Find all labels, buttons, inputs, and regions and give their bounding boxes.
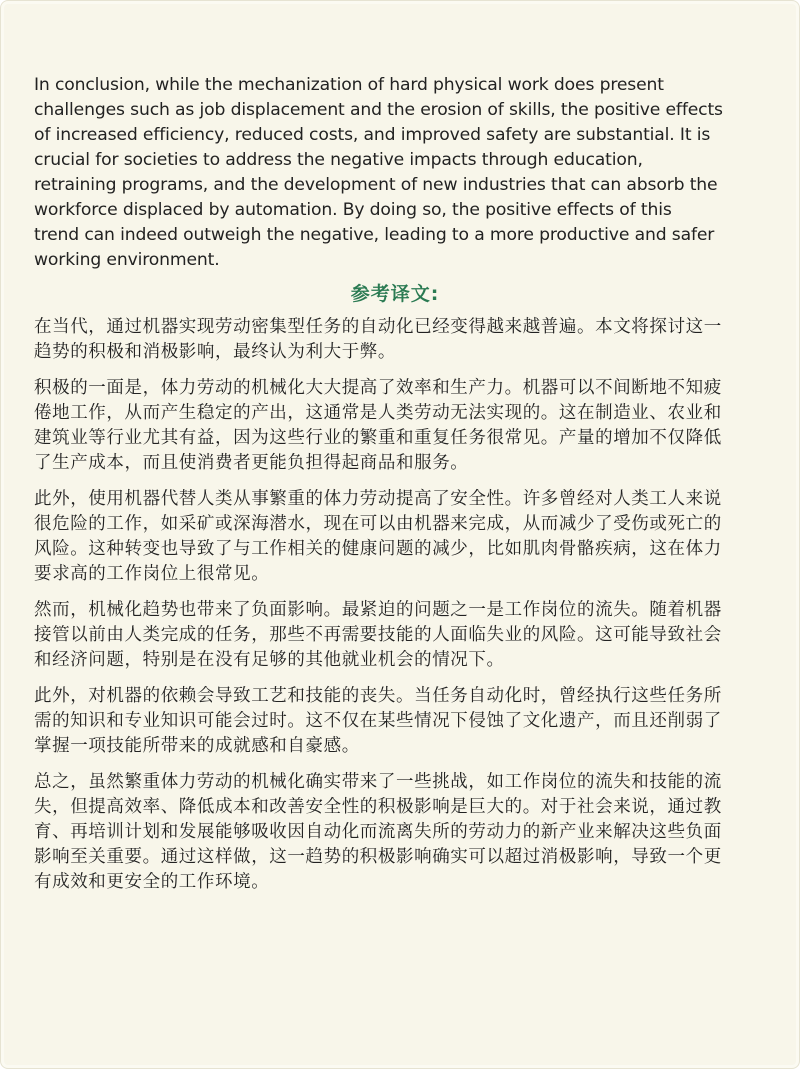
text-line: 趋势的积极和消极影响，最终认为利大于弊。: [34, 342, 396, 362]
text-line: In conclusion, while the mechanization of hard physical work does present: [34, 75, 664, 95]
text-line: 育、再培训计划和发展能够吸收因自动化而流离失所的劳动力的新产业来解决这些负面: [34, 822, 722, 842]
text-line: 此外，对机器的依赖会导致工艺和技能的丧失。当任务自动化时，曾经执行这些任务所: [34, 686, 722, 706]
text-line: 和经济问题，特别是在没有足够的其他就业机会的情况下。: [34, 650, 505, 670]
text-line: 了生产成本，而且使消费者更能负担得起商品和服务。: [34, 453, 469, 473]
text-line: 此外，使用机器代替人类从事繁重的体力劳动提高了安全性。许多曾经对人类工人来说: [34, 489, 722, 509]
text-line: 失，但提高效率、降低成本和改善安全性的积极影响是巨大的。对于社会来说，通过教: [34, 797, 722, 817]
text-line: 然而，机械化趋势也带来了负面影响。最紧迫的问题之一是工作岗位的流失。随着机器: [34, 600, 722, 620]
text-line: 倦地工作，从而产生稳定的产出，这通常是人类劳动无法实现的。这在制造业、农业和: [34, 403, 722, 423]
text-line: 总之，虽然繁重体力劳动的机械化确实带来了一些挑战，如工作岗位的流失和技能的流: [34, 772, 722, 792]
text-line: 掌握一项技能所带来的成就感和自豪感。: [34, 736, 360, 756]
text-line: working environment.: [34, 250, 220, 270]
document-content: [34, 73, 774, 906]
translation-heading: 参考译文:: [350, 283, 440, 305]
text-line: challenges such as job displacement and the erosion of skills, the positive effects: [34, 100, 723, 120]
translation-paragraph-negative-skills: [34, 684, 774, 759]
text-line: workforce displaced by automation. By doing so, the positive effects of this: [34, 200, 672, 220]
translation-paragraph-conclusion: [34, 770, 774, 895]
text-line: 影响至关重要。通过这样做，这一趋势的积极影响确实可以超过消极影响，导致一个更: [34, 847, 722, 867]
text-line: 接管以前由人类完成的任务，那些不再需要技能的人面临失业的风险。这可能导致社会: [34, 625, 722, 645]
translation-paragraph-positive-safety: [34, 487, 774, 587]
text-line: of increased efficiency, reduced costs, and improved safety are substantial. It is: [34, 125, 711, 145]
text-line: 有成效和更安全的工作环境。: [34, 872, 270, 892]
english-conclusion-paragraph: [34, 73, 774, 273]
text-line: 很危险的工作，如采矿或深海潜水，现在可以由机器来完成，从而减少了受伤或死亡的: [34, 514, 722, 534]
translation-paragraph-negative-jobs: [34, 598, 774, 673]
text-line: trend can indeed outweigh the negative, leading to a more productive and safer: [34, 225, 715, 245]
text-line: 积极的一面是，体力劳动的机械化大大提高了效率和生产力。机器可以不间断地不知疲: [34, 378, 722, 398]
text-line: 风险。这种转变也导致了与工作相关的健康问题的减少，比如肌肉骨骼疾病，这在体力: [34, 539, 722, 559]
text-line: retraining programs, and the development of new industries that can absorb the: [34, 175, 718, 195]
text-line: 要求高的工作岗位上很常见。: [34, 564, 270, 584]
translation-paragraph-positive-efficiency: [34, 376, 774, 476]
text-line: 在当代，通过机器实现劳动密集型任务的自动化已经变得越来越普遍。本文将探讨这一: [34, 317, 722, 337]
text-line: 需的知识和专业知识可能会过时。这不仅在某些情况下侵蚀了文化遗产，而且还削弱了: [34, 711, 722, 731]
text-line: crucial for societies to address the negative impacts through education,: [34, 150, 643, 170]
text-line: 建筑业等行业尤其有益，因为这些行业的繁重和重复任务很常见。产量的增加不仅降低: [34, 428, 722, 448]
translation-paragraph-intro: [34, 315, 774, 365]
